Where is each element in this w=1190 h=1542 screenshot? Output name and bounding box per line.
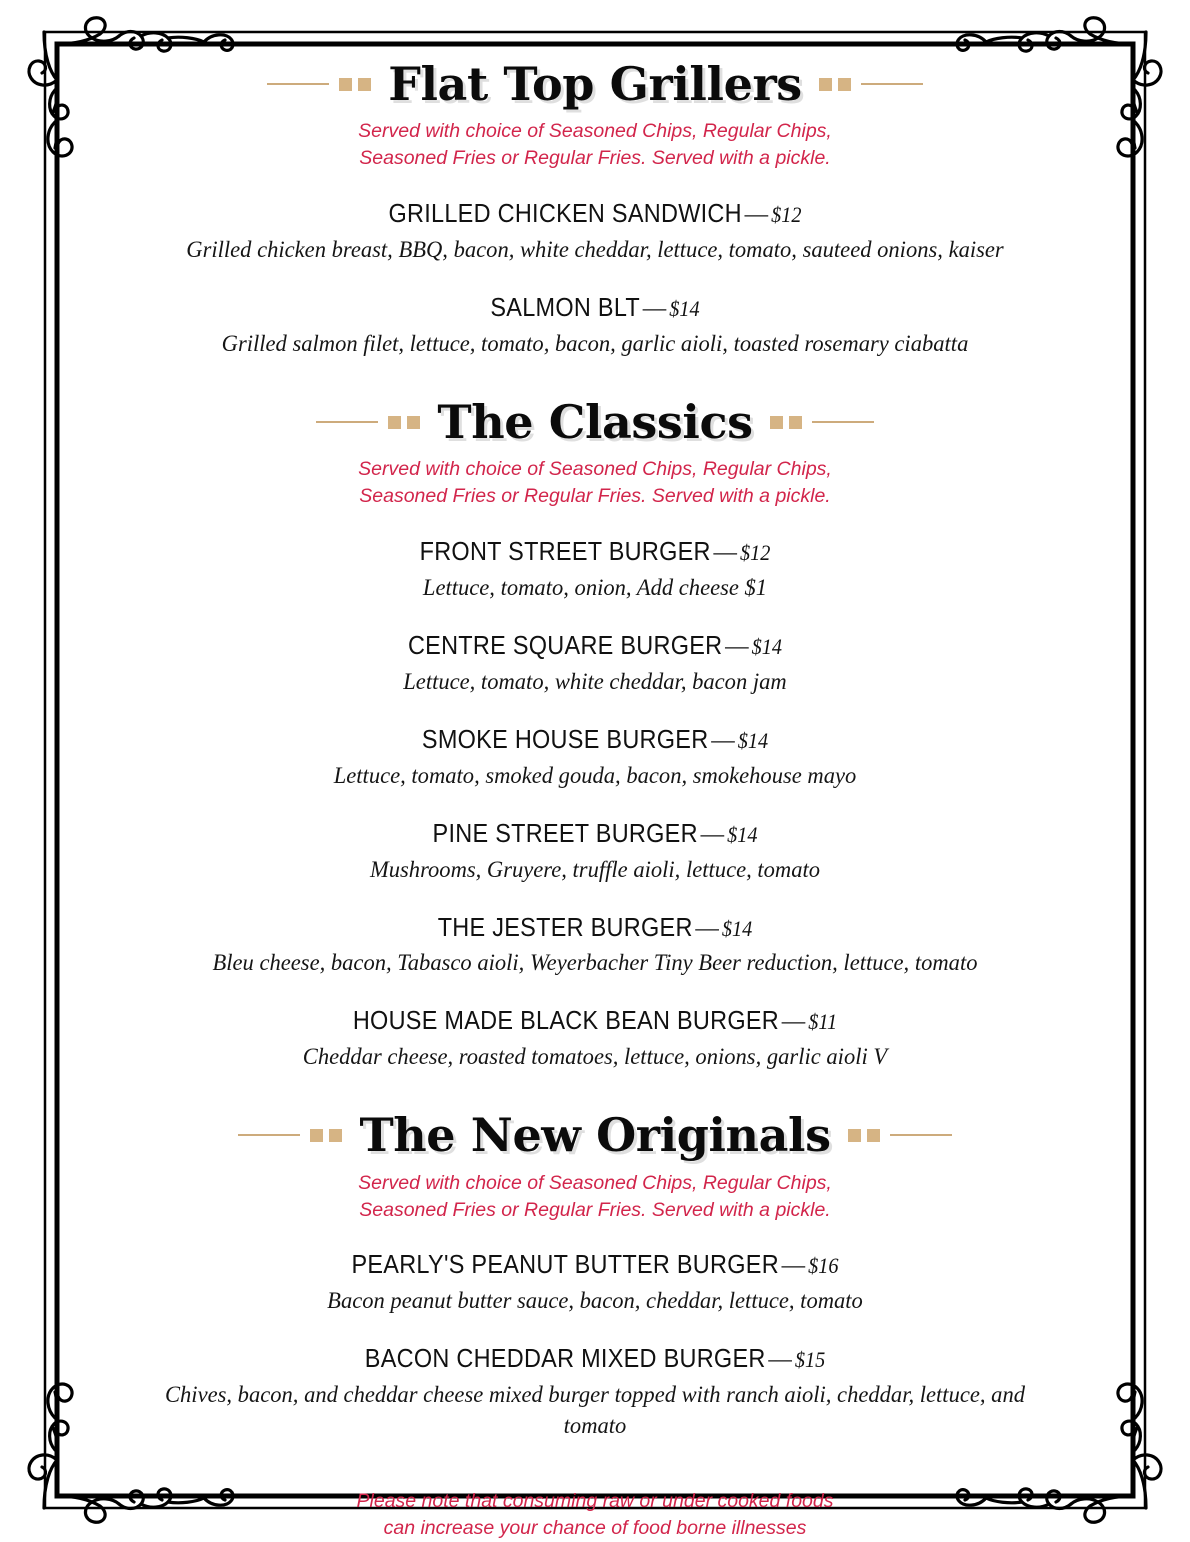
menu-item-list: [88, 1249, 1102, 1442]
serving-note-line-1: Served with choice of Seasoned Chips, Regular Chips,: [358, 458, 832, 481]
menu-item-price: $12: [740, 540, 771, 565]
serving-note-line-2: Seasoned Fries or Regular Fries. Served with a pickle.: [359, 147, 831, 170]
food-safety-disclaimer: [88, 1488, 1102, 1542]
menu-item-name: GRILLED CHICKEN SANDWICH: [388, 200, 742, 229]
header-square-right-inner: [770, 416, 783, 429]
menu-item-price: $14: [721, 915, 753, 941]
header-square-right-outer: [789, 416, 802, 429]
section-title: The Classics: [437, 394, 753, 449]
section-title: Flat Top Grillers: [388, 57, 802, 111]
header-square-right-inner: [819, 78, 832, 91]
menu-item-name: PEARLY'S PEANUT BUTTER BURGER: [351, 1251, 779, 1280]
menu-item: [88, 198, 1102, 266]
menu-item-price: $14: [751, 633, 783, 659]
menu-item-price: $14: [737, 727, 769, 753]
menu-item-price: $14: [727, 821, 758, 847]
menu-item: [88, 292, 1102, 360]
header-square-right-outer: [867, 1129, 880, 1142]
header-square-left-outer: [388, 416, 401, 429]
menu-item: [88, 1005, 1102, 1073]
menu-item-price: $16: [808, 1253, 839, 1279]
menu-item-name: CENTRE SQUARE BURGER: [407, 631, 723, 660]
section-header: [88, 57, 1102, 111]
menu-item-description: Chives, bacon, and cheddar cheese mixed burger topped with ranch aioli, cheddar, lettuce, and tomato: [164, 1382, 1026, 1440]
header-square-left-outer: [339, 78, 352, 91]
menu-item-title-line: [129, 292, 1062, 325]
menu-item-price: $11: [808, 1009, 838, 1035]
menu-item-dash: —: [695, 912, 720, 942]
header-square-left-outer: [310, 1129, 323, 1142]
menu-item-title-line: [129, 818, 1062, 851]
menu-item: [88, 912, 1102, 980]
menu-item-list: [88, 536, 1102, 1073]
menu-item-name: HOUSE MADE BLACK BEAN BURGER: [352, 1007, 780, 1036]
section-header: [88, 394, 1102, 449]
menu-item-description: Mushrooms, Gruyere, truffle aioli, lettuce, tomato: [369, 856, 821, 883]
menu-section-the-classics: [88, 394, 1102, 1073]
menu-item-description: Bacon peanut butter sauce, bacon, cheddar, lettuce, tomato: [327, 1288, 863, 1315]
menu-item-title-line: [129, 724, 1062, 757]
menu-item: [88, 1249, 1102, 1317]
menu-item-price: $12: [771, 202, 802, 228]
disclaimer-line-2: can increase your chance of food borne illnesses: [383, 1517, 807, 1540]
menu-item-title-line: [129, 198, 1062, 231]
menu-item: [88, 536, 1102, 604]
menu-item-dash: —: [725, 630, 749, 660]
menu-item-price: $15: [794, 1347, 826, 1373]
menu-item-title-line: [129, 630, 1062, 663]
header-square-right-outer: [838, 78, 851, 91]
menu-item-dash: —: [744, 199, 769, 229]
disclaimer-line-1: Please note that consuming raw or under cooked foods: [356, 1490, 834, 1513]
menu-section-flat-top-grillers: [88, 57, 1102, 360]
menu-item-name: SMOKE HOUSE BURGER: [421, 725, 709, 754]
menu-item-dash: —: [642, 293, 667, 322]
menu-item-description: Lettuce, tomato, white cheddar, bacon jam: [403, 668, 787, 695]
menu-item-description: Grilled chicken breast, BBQ, bacon, white cheddar, lettuce, tomato, sauteed onions, kaiser: [186, 236, 1004, 263]
menu-page-content: [70, 57, 1120, 1540]
header-square-left-inner: [358, 78, 371, 91]
menu-item-description: Lettuce, tomato, onion, Add cheese $1: [422, 574, 768, 601]
header-square-left-inner: [407, 416, 420, 429]
menu-item-name: SALMON BLT: [490, 294, 641, 322]
header-rule-left: [267, 83, 329, 85]
menu-item-title-line: [129, 912, 1062, 945]
menu-item-description: Grilled salmon filet, lettuce, tomato, bacon, garlic aioli, toasted rosemary ciabatta: [221, 330, 969, 357]
header-rule-right: [861, 83, 923, 85]
menu-item-dash: —: [700, 818, 725, 848]
menu-item-description: Bleu cheese, bacon, Tabasco aioli, Weyerbacher Tiny Beer reduction, lettuce, tomato: [212, 950, 978, 977]
menu-item: [88, 630, 1102, 698]
menu-item-list: [88, 198, 1102, 360]
section-header: [88, 1108, 1102, 1163]
menu-item: [88, 724, 1102, 792]
menu-item-description: Cheddar cheese, roasted tomatoes, lettuce, onions, garlic aioli V: [302, 1044, 888, 1071]
serving-note: [215, 456, 975, 510]
serving-note-line-2: Seasoned Fries or Regular Fries. Served with a pickle.: [359, 485, 831, 508]
menu-item: [88, 818, 1102, 886]
section-title: The New Originals: [359, 1108, 831, 1163]
menu-item-dash: —: [768, 1344, 793, 1374]
menu-item-title-line: [129, 1343, 1062, 1376]
menu-item-name: PINE STREET BURGER: [432, 819, 698, 848]
menu-item-dash: —: [781, 1250, 806, 1280]
menu-section-the-new-originals: [88, 1108, 1102, 1442]
menu-item-name: THE JESTER BURGER: [437, 913, 693, 942]
menu-item-title-line: [129, 1005, 1062, 1038]
header-square-left-inner: [329, 1129, 342, 1142]
serving-note-line-1: Served with choice of Seasoned Chips, Regular Chips,: [358, 1171, 832, 1194]
menu-item-title-line: [129, 536, 1062, 569]
menu-item-name: FRONT STREET BURGER: [419, 538, 711, 566]
serving-note-line-1: Served with choice of Seasoned Chips, Regular Chips,: [358, 120, 832, 143]
header-rule-left: [238, 1134, 300, 1136]
menu-item-dash: —: [781, 1006, 806, 1036]
header-square-right-inner: [848, 1129, 861, 1142]
serving-note: [215, 118, 975, 172]
menu-item-name: BACON CHEDDAR MIXED BURGER: [364, 1345, 766, 1374]
header-rule-left: [316, 421, 378, 423]
menu-item-dash: —: [713, 537, 738, 566]
menu-item-description: Lettuce, tomato, smoked gouda, bacon, smokehouse mayo: [333, 762, 857, 789]
menu-item-title-line: [129, 1249, 1062, 1282]
menu-item: [88, 1343, 1102, 1442]
serving-note: [215, 1170, 975, 1224]
menu-item-price: $14: [669, 296, 700, 321]
header-rule-right: [812, 421, 874, 423]
serving-note-line-2: Seasoned Fries or Regular Fries. Served with a pickle.: [359, 1198, 831, 1221]
header-rule-right: [890, 1134, 952, 1136]
menu-item-dash: —: [711, 724, 735, 754]
